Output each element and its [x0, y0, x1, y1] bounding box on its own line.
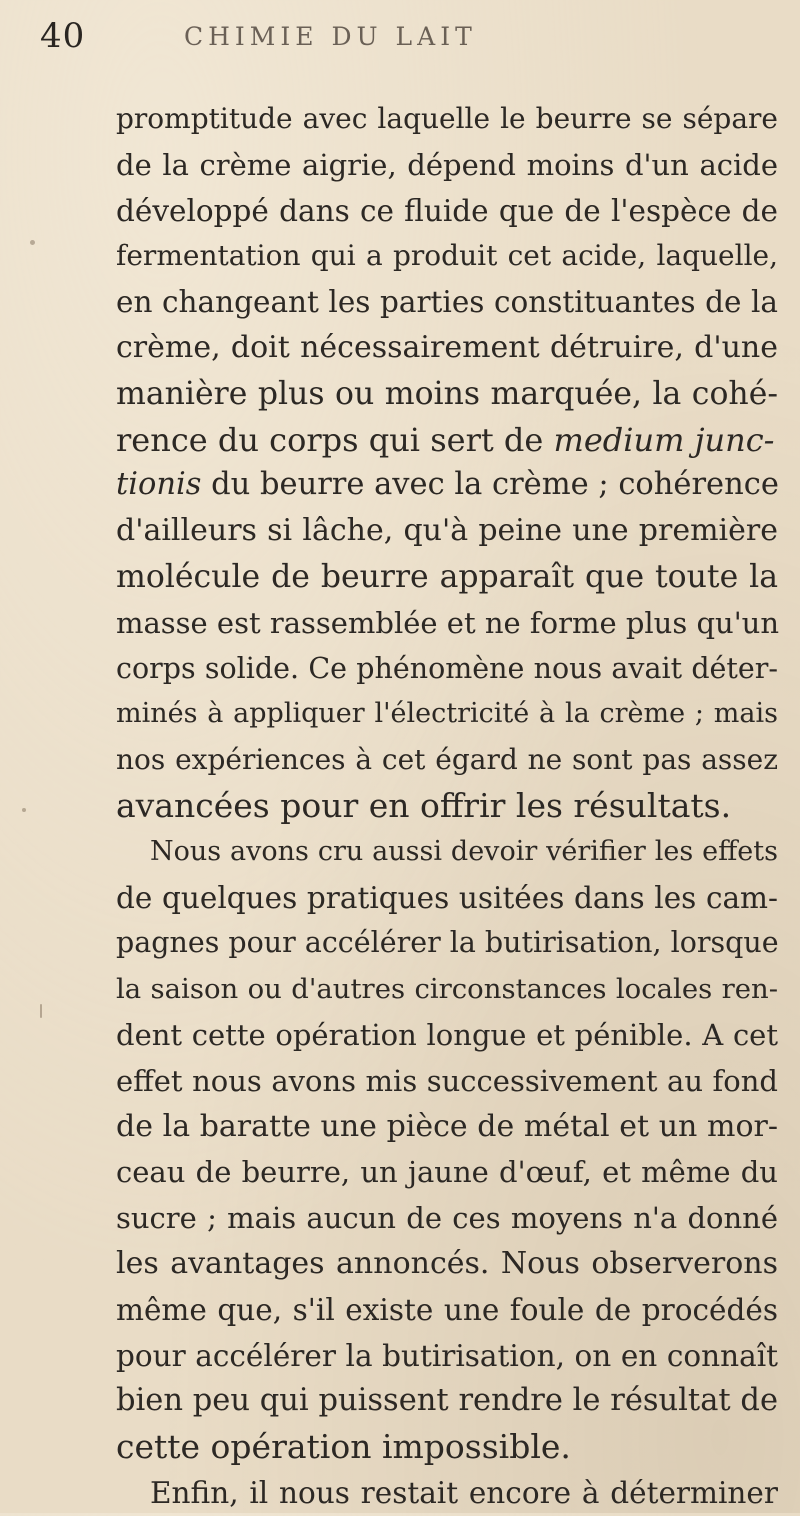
text-segment: du beurre avec la crème ; cohérence: [201, 467, 779, 503]
text-line: les avantages annoncés. Nous observerons: [116, 1246, 778, 1281]
text-line: crème, doit nécessairement détruire, d'une: [116, 330, 778, 365]
text-line: nos expériences à cet égard ne sont pas assez: [116, 743, 778, 777]
text-line-mixed: [116, 462, 778, 508]
text-line: de la crème aigrie, dépend moins d'un acide: [116, 147, 778, 182]
text-line: cette opération impossible.: [116, 1427, 571, 1467]
paper-speck: [40, 1004, 42, 1018]
text-line: ceau de beurre, un jaune d'œuf, et même du: [116, 1155, 778, 1190]
text-line: même que, s'il existe une foule de procédés: [116, 1292, 778, 1327]
text-line: corps solide. Ce phénomène nous avait déter-: [116, 651, 778, 685]
text-segment: rence du corps qui sert de: [116, 420, 544, 459]
text-line: bien peu qui puissent rendre le résultat de: [116, 1383, 778, 1419]
text-line: la saison ou d'autres circonstances locales ren-: [116, 973, 778, 1006]
text-line: pour accélérer la butirisation, on en connaît: [116, 1338, 778, 1373]
paper-speck: [22, 808, 26, 812]
text-line: développé dans ce fluide que de l'espèce de: [116, 193, 778, 228]
text-line: de la baratte une pièce de métal et un mor-: [116, 1108, 778, 1144]
text-line: manière plus ou moins marquée, la cohé-: [116, 375, 778, 412]
text-line: effet nous avons mis successivement au fond: [116, 1063, 778, 1098]
text-line: en changeant les parties constituantes de la: [116, 285, 778, 320]
italic-segment: medium junc-: [553, 420, 775, 459]
text-line: fermentation qui a produit cet acide, laquelle,: [116, 239, 778, 273]
text-line: minés à appliquer l'électricité à la crème ; mais: [116, 698, 778, 730]
text-line: pagnes pour accélérer la butirisation, lorsque: [116, 926, 779, 960]
italic-segment: tionis: [116, 467, 202, 503]
text-line: avancées pour en offrir les résultats.: [116, 786, 732, 825]
text-line-paragraph-start: Enfin, il nous restait encore à déterminer: [150, 1476, 778, 1510]
text-line: d'ailleurs si lâche, qu'à peine une première: [116, 513, 778, 549]
paper-speck: [30, 240, 35, 245]
running-head: [40, 8, 780, 68]
text-line: sucre ; mais aucun de ces moyens n'a donné: [116, 1201, 778, 1236]
text-line: dent cette opération longue et pénible. A cet: [116, 1018, 778, 1052]
text-line: de quelques pratiques usitées dans les cam-: [116, 880, 778, 915]
running-title: CHIMIE DU LAIT: [184, 22, 477, 51]
page-number: 40: [40, 16, 86, 56]
text-line-paragraph-start: Nous avons cru aussi devoir vérifier les effets: [150, 835, 778, 867]
text-line-mixed: [116, 417, 778, 463]
text-line: masse est rassemblée et ne forme plus qu'un: [116, 605, 780, 640]
text-line: promptitude avec laquelle le beurre se sépare: [116, 102, 778, 135]
text-line: molécule de beurre apparaît que toute la: [116, 559, 778, 595]
